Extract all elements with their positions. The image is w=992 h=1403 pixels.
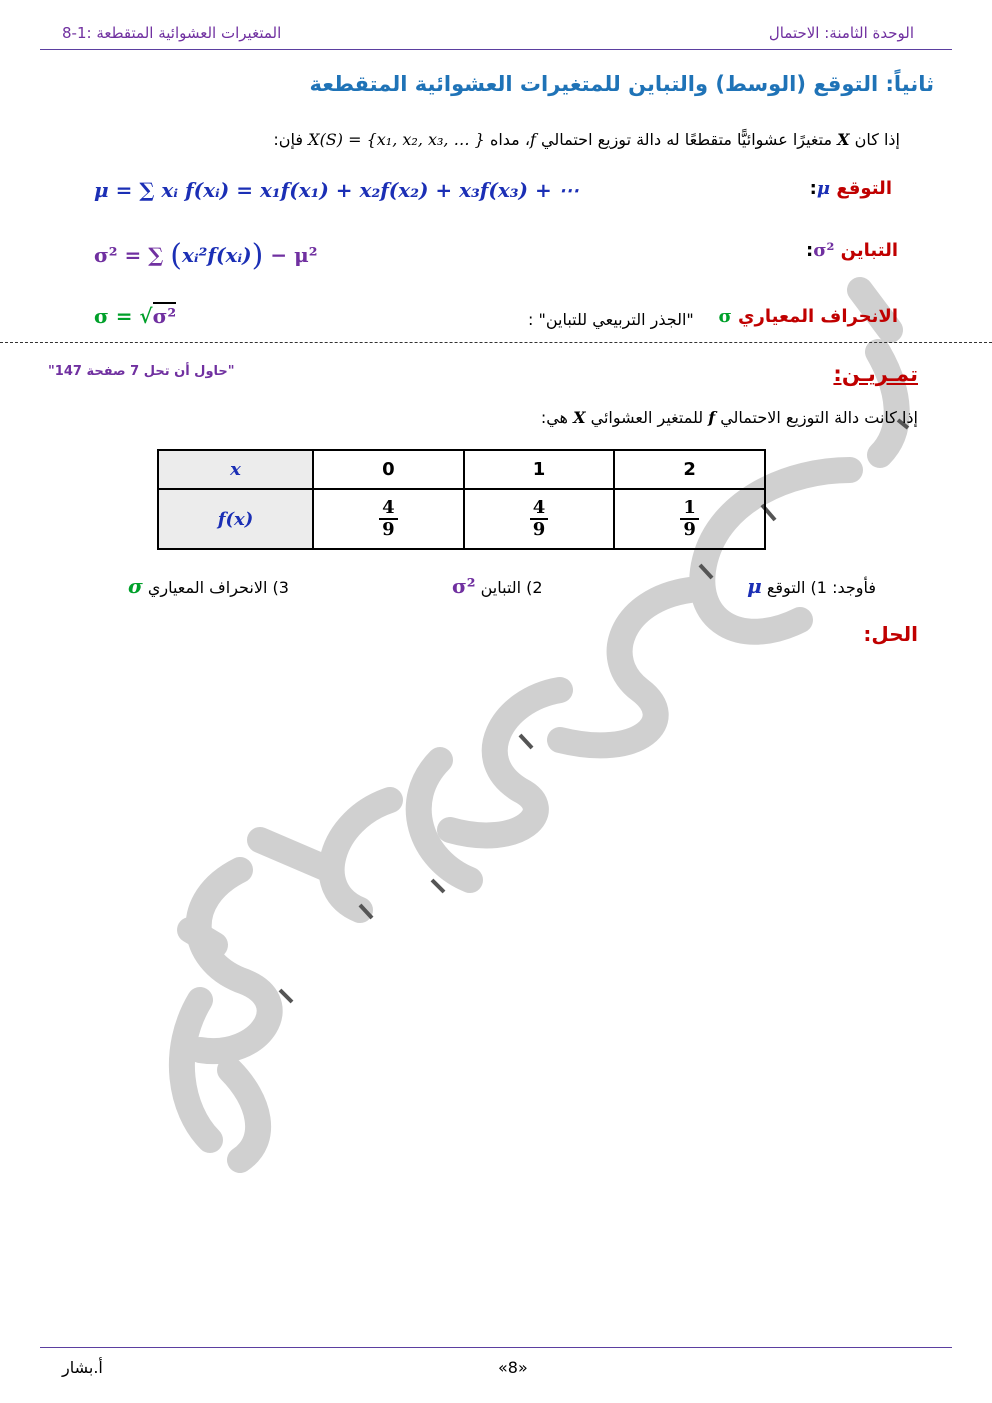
- table-cell-fx-1: [464, 489, 615, 549]
- exercise-text-1: إذا كانت دالة التوزيع الاحتمالي: [720, 408, 918, 427]
- intro-var-f: f: [530, 130, 536, 149]
- fraction-denominator: 9: [532, 519, 546, 540]
- exercise-var-f: f: [708, 408, 716, 427]
- section-title: ثانياً: التوقع (الوسط) والتباين للمتغيرات العشوائية المتقطعة: [309, 72, 934, 96]
- intro-var-x: X: [837, 130, 850, 149]
- task-3-symbol: σ: [128, 574, 143, 598]
- exercise-text-3: هي:: [540, 408, 568, 427]
- stddev-formula: [94, 304, 176, 328]
- section-divider: [0, 342, 992, 343]
- stddev-description: "الجذر التربيعي للتباين" :: [528, 310, 694, 329]
- task-stddev: [128, 574, 289, 598]
- fraction: [379, 498, 398, 540]
- table-row-x: [158, 450, 765, 489]
- stddev-label: [718, 306, 898, 327]
- header-rule: [40, 49, 952, 50]
- table-cell-fx-0: [313, 489, 464, 549]
- task-1-text: فأوجد: 1) التوقع: [766, 578, 876, 597]
- header-unit-title: الوحدة الثامنة: الاحتمال: [768, 24, 914, 42]
- exercise-hint: "حاول أن تحل 7 صفحة 147": [48, 364, 235, 379]
- task-2-symbol: σ²: [452, 574, 476, 598]
- table-cell-x-1: 1: [464, 450, 615, 489]
- stddev-symbol: σ: [718, 306, 732, 327]
- intro-text-3: ، مداه: [489, 130, 530, 149]
- variance-label: التباين σ²:: [806, 240, 898, 261]
- task-1-symbol: μ: [747, 574, 762, 598]
- table-cell-fx-2: [614, 489, 765, 549]
- footer-author: أ.بشار: [62, 1358, 103, 1377]
- fraction-denominator: 9: [683, 519, 696, 540]
- expectation-symbol: μ: [816, 178, 831, 199]
- task-expectation: [747, 574, 876, 598]
- stddev-formula-lhs: σ = √: [94, 304, 153, 328]
- intro-range: X(S) = {x₁, x₂, x₃, … }: [308, 130, 485, 149]
- distribution-table: [157, 449, 766, 550]
- task-3-text: 3) الانحراف المعياري: [147, 578, 289, 597]
- exercise-text-2: للمتغير العشوائي: [590, 408, 704, 427]
- solution-label: الحل:: [863, 622, 918, 646]
- table-head-fx: f(x): [158, 489, 313, 549]
- page-number: «8»: [498, 1358, 528, 1377]
- exercise-var-x: X: [573, 408, 586, 427]
- table-cell-x-2: 2: [614, 450, 765, 489]
- intro-text-1: إذا كان: [854, 130, 900, 149]
- variance-label-text: التباين: [840, 240, 898, 261]
- intro-text-4: فإن:: [273, 130, 304, 149]
- header-lesson-title: 8-1: المتغيرات العشوائية المتقطعة: [62, 24, 282, 42]
- footer-rule: [40, 1347, 952, 1348]
- fraction: [680, 498, 699, 540]
- exercise-title: تمـريـن:: [833, 362, 918, 386]
- variance-formula-lhs: σ² = ∑: [94, 243, 164, 267]
- table-cell-x-0: 0: [313, 450, 464, 489]
- task-2-text: 2) التباين: [480, 578, 543, 597]
- task-variance: [452, 574, 543, 598]
- expectation-label: التوقع μ:: [809, 178, 892, 199]
- expectation-label-text: التوقع: [836, 178, 892, 199]
- intro-text-2: متغيرًا عشوائيًّا متقطعًا له دالة توزيع احتمالي: [541, 130, 833, 149]
- fraction-numerator: 4: [379, 498, 398, 520]
- stddev-formula-radicand: σ²: [152, 304, 177, 328]
- variance-formula-body: xᵢ²f(xᵢ): [181, 243, 252, 267]
- fraction-numerator: 1: [680, 498, 699, 520]
- variance-formula: σ² = ∑ (xᵢ²f(xᵢ)) − μ²: [94, 238, 318, 273]
- intro-paragraph: [273, 130, 900, 149]
- exercise-statement: [541, 408, 918, 427]
- variance-formula-rhs: − μ²: [270, 243, 318, 267]
- variance-symbol: σ²: [813, 240, 835, 261]
- table-row-fx: [158, 489, 765, 549]
- fraction-denominator: 9: [382, 519, 395, 540]
- expectation-formula: μ = ∑ xᵢ f(xᵢ) = x₁f(x₁) + x₂f(x₂) + x₃f(x₃) + ⋯: [94, 178, 579, 202]
- fraction: [530, 498, 549, 540]
- fraction-numerator: 4: [530, 498, 549, 520]
- table-head-x: x: [158, 450, 313, 489]
- stddev-label-text: الانحراف المعياري: [738, 306, 898, 327]
